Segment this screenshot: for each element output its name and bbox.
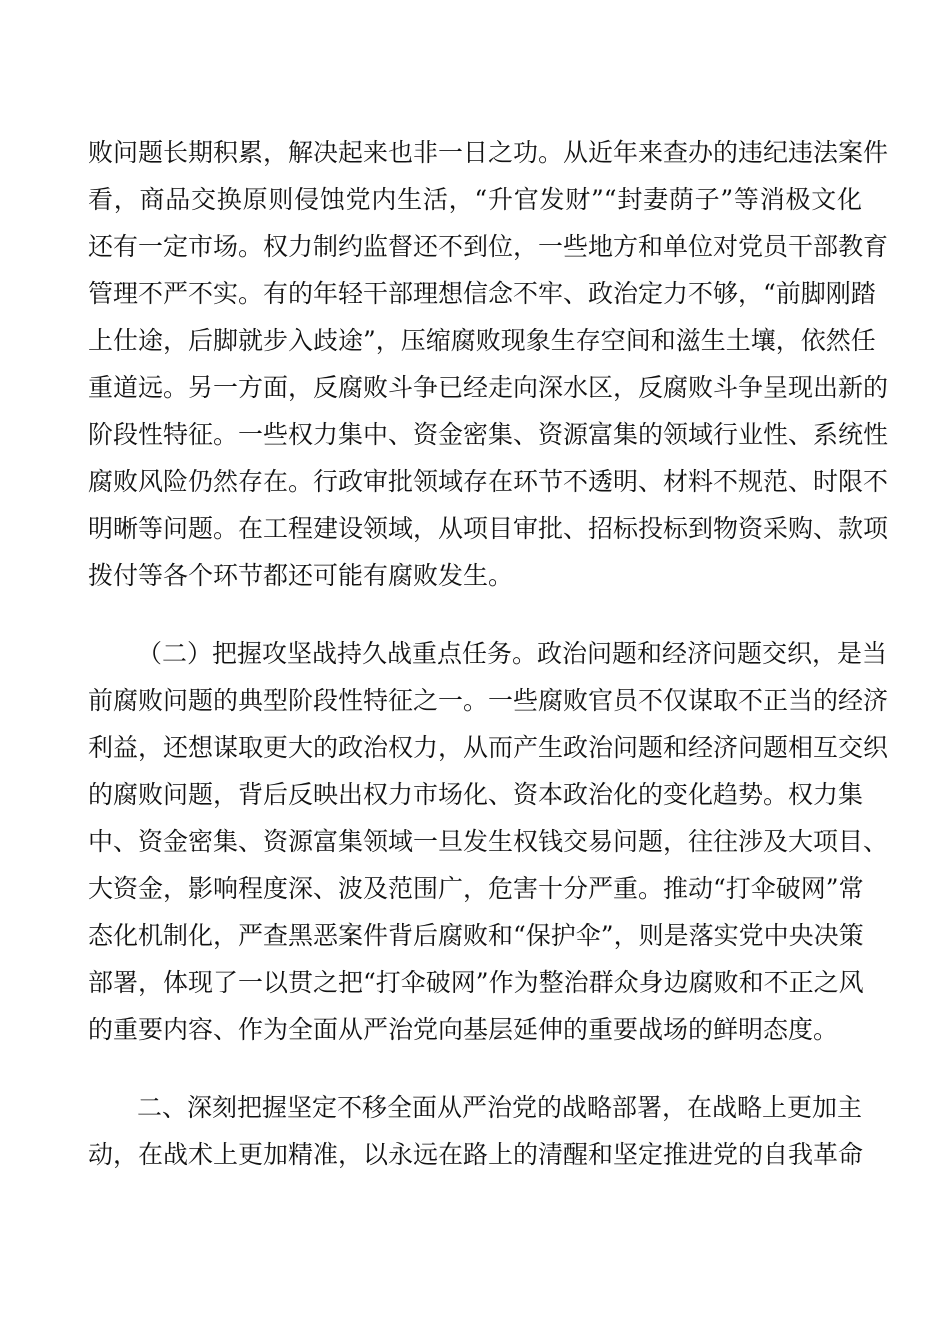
text-line: 中、资金密集、资源富集领域一旦发生权钱交易问题，往往涉及大项目、 (88, 827, 889, 856)
text-line: 拨付等各个环节都还可能有腐败发生。 (88, 561, 514, 590)
text-line: 还有一定市场。权力制约监督还不到位，一些地方和单位对党员干部教育 (88, 232, 889, 261)
text-line: 管理不严不实。有的年轻干部理想信念不牢、政治定力不够，“前脚刚踏 (88, 279, 876, 308)
text-line: 二、深刻把握坚定不移全面从严治党的战略部署，在战略上更加主 (137, 1093, 863, 1122)
text-line: 前腐败问题的典型阶段性特征之一。一些腐败官员不仅谋取不正当的经济 (88, 686, 889, 715)
text-line: 阶段性特征。一些权力集中、资金密集、资源富集的领域行业性、系统性 (88, 420, 889, 449)
text-line: 利益，还想谋取更大的政治权力，从而产生政治问题和经济问题相互交织 (88, 733, 889, 762)
text-line: 态化机制化，严查黑恶案件背后腐败和“保护伞”，则是落实党中央决策 (88, 921, 864, 950)
text-line: （二）把握攻坚战持久战重点任务。政治问题和经济问题交织，是当 (137, 639, 888, 668)
text-line: 腐败风险仍然存在。行政审批领域存在环节不透明、材料不规范、时限不 (88, 467, 889, 496)
text-line: 看，商品交换原则侵蚀党内生活，“升官发财”“封妻荫子”等消极文化 (88, 185, 862, 214)
text-line: 大资金，影响程度深、波及范围广，危害十分严重。推动“打伞破网”常 (88, 874, 864, 903)
text-line: 败问题长期积累，解决起来也非一日之功。从近年来查办的违纪违法案件 (88, 138, 889, 167)
text-line: 动，在战术上更加精准，以永远在路上的清醒和坚定推进党的自我革命 (88, 1140, 864, 1169)
text-line: 重道远。另一方面，反腐败斗争已经走向深水区，反腐败斗争呈现出新的 (88, 373, 889, 402)
text-line: 的腐败问题，背后反映出权力市场化、资本政治化的变化趋势。权力集 (88, 780, 864, 809)
text-line: 部署，体现了一以贯之把“打伞破网”作为整治群众身边腐败和不正之风 (88, 968, 864, 997)
text-line: 的重要内容、作为全面从严治党向基层延伸的重要战场的鲜明态度。 (88, 1015, 839, 1044)
text-line: 明晰等问题。在工程建设领域，从项目审批、招标投标到物资采购、款项 (88, 514, 889, 543)
text-line: 上仕途，后脚就步入歧途”，压缩腐败现象生存空间和滋生土壤，依然任 (88, 326, 876, 355)
